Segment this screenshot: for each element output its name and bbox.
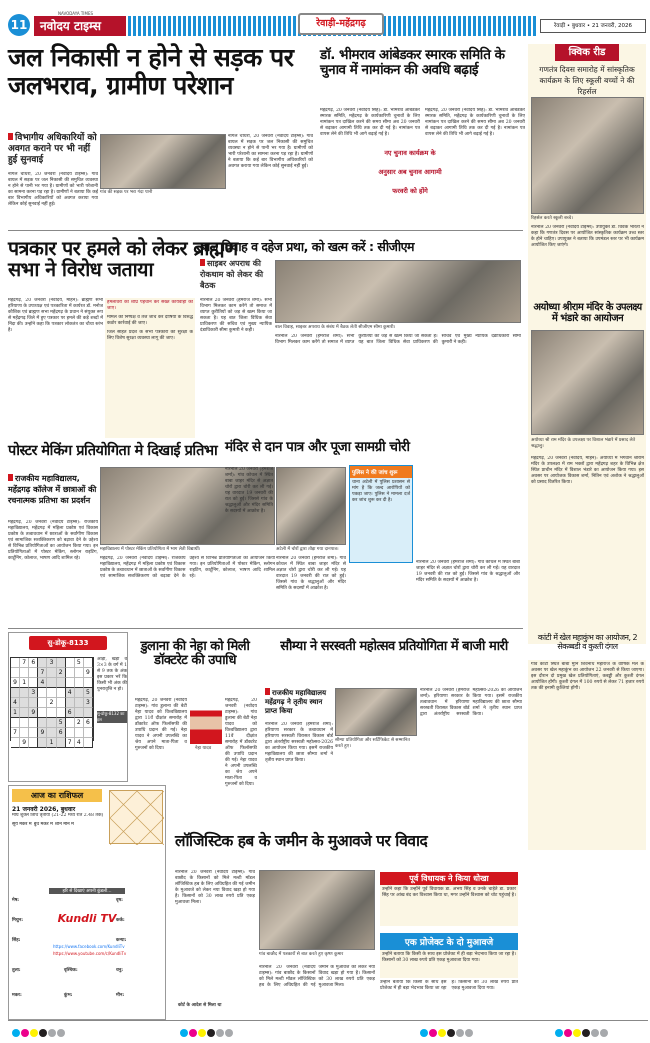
facebook-link[interactable]: https://www.facebook.com/KundliTv (53, 944, 125, 949)
sudoku-cell (47, 668, 56, 678)
poster-subhead: राजकीय महाविद्यालय, महेंद्रगढ़ कॉलेज में छात्राओं की रचनात्मक प्रतिभा का प्रदर्शन (8, 474, 97, 505)
sudoku-cell: 7 (11, 728, 20, 738)
edition-label: रेवाड़ी-महेंद्रगढ़ (298, 13, 384, 35)
logistic-body-3: उन्होंने बताया कि किसी के साथ इस प्रोजेक्ट में ही बड़ा भेदभाव किया जा रहा है। किसानों को 30 लाख रुपये प्रति एकड़ मुआवजा दिया गया। (380, 980, 518, 991)
sudoku-cell (20, 718, 29, 728)
sudoku-cell: 9 (38, 728, 47, 738)
saumya-body: नारनौल 20 जनवरी (हेमराज शर्मा): हरियाणा सरकार के तत्वावधान में हरियाणा सरस्वती विरासत विकास बोर्ड द्वारा अंतर्राष्ट्रीय सरस्वती महोत्सव-2026 का आयोजन किया गया। इसमें राजकीय महाविद्यालय की छात्रा सौम्या शर्मा ने तृतीय स्थान प्राप्त किया। (265, 722, 333, 763)
color-dot (591, 1029, 599, 1037)
color-dot (30, 1029, 38, 1037)
sudoku-cell (20, 728, 29, 738)
sudoku-cell (57, 738, 66, 748)
sudoku-cell (29, 728, 38, 738)
sudoku-cell (29, 698, 38, 708)
bullet-item: मामले की निष्पक्ष व तेज जांच कर दोषियों के विरुद्ध कठोर कार्रवाई की जाए। (107, 315, 193, 326)
sudoku-cell: 3 (84, 698, 93, 708)
planet-item: शनि मीन में (54, 822, 74, 827)
color-dot (39, 1029, 47, 1037)
poster-headline: पोस्टर मेकिंग प्रतियोगिता मे दिखाई प्रतिभा (8, 443, 218, 459)
logistic-body-2: नारनौल 20 जनवरी (नवोदय टाइम्स): गांव बाछौद के किसानों को मिले मल्टी मॉडल लॉजिस्टिक हब के लिए अधिग्रहित की गई जमीन के मुआवजे को लेकर नया विवाद खड़ा हो गया है। किसानों को 30 लाख रुपये प्रति एकड़ मुआवजा मिला। (259, 965, 375, 988)
sudoku-cell (47, 678, 56, 688)
zodiac-sign-name: मकर: (12, 993, 22, 998)
ambedkar-body-2: महेंद्रगढ़, 20 जनवरी (नवोदय सिंह): डॉ. भीमराव आंबेडकर स्मारक समिति, महेंद्रगढ़ के कार्यकारिणी चुनावों के लिए नामांकन पत्र दाखिल करने की समय सीमा अब 20 जनवरी से बढ़ाकर आगामी तिथि तक कर दी गई है। नामांकन पत्र वापस लेने की तिथि भी आगे बढ़ाई गई है। (425, 108, 525, 137)
logistic-headline: लॉजिस्टिक हब के जमीन के मुआवजे पर विवाद (175, 832, 428, 850)
quick-read-body: नारनौल 20 जनवरी (नवोदय टाइम्स): उपायुक्त डॉ. विवेक भारती ने कहा कि गणतंत्र दिवस पर आयोजित सांस्कृतिक कार्यक्रम उच्च स्तर के होने चाहिए। उपायुक्त ने बताया कि उपमंडल स्तर पर भी कार्यक्रम आयोजित किए जाएंगे। (531, 225, 644, 248)
neha-caption: नेहा यादव (195, 746, 212, 751)
neha-photo (190, 702, 222, 744)
quick-read-headline: गणतंत्र दिवस समारोह में सांस्कृतिक कार्यक्रम के लिए स्कूली बच्चों ने की रिहर्सल (539, 65, 635, 96)
color-dot (420, 1029, 428, 1037)
blue-box-body: उन्होंने बताया कि किसी के साथ इस प्रोजेक्ट में ही बड़ा भेदभाव किया जा रहा है। किसानों को 30 लाख रुपये प्रति एकड़ मुआवजा दिया गया। (382, 952, 516, 963)
sudoku-cell: 2 (75, 718, 84, 728)
logistic-photo (259, 870, 375, 950)
logistic-sub-label: कोर्ट के आदेश से मिला था (178, 1003, 222, 1008)
cyber-subhead: साइबर अपराध की रोकथाम को लेकर की बैठक (200, 258, 270, 291)
sudoku-label: सु-डोकू-8133 (29, 636, 107, 650)
child-marriage-body: नारनौल 20 जनवरी (हेमराज शर्मा): सभी विभाग मिलकर काम करेंगे तो समाज में व्याप्त कुरीतियों को जड़ से खत्म किया जा सकता है। यह बात जिला विधिक सेवा प्राधिकरण की सचिव एवं मुख्य न्यायिक दंडाधिकारी सीमा कुमारी ने कही। (200, 298, 272, 333)
color-bar (420, 1022, 474, 1041)
sudoku-cell (38, 718, 47, 728)
logistic-body: नारनौल 20 जनवरी (नवोदय टाइम्स): गांव बाछौद के किसानों को मिले मल्टी मॉडल लॉजिस्टिक हब के लिए अधिग्रहित की गई जमीन के मुआवजे को लेकर नया विवाद खड़ा हो गया है। किसानों को 30 लाख रुपये प्रति एकड़ मुआवजा मिला। (175, 870, 255, 905)
lead-body: नांगल चौधरी, 20 जनवरी (नवोदय टाइम्स): गांव बायल में सड़क पर जल निकासी की समुचित व्यवस्था न होने से पानी भर गया है। ग्रामीणों को भारी परेशानी का सामना करना पड़ रहा है। ग्रामीणों ने बताया कि कई बार विभागीय अधिकारियों को अवगत कराया गया लेकिन कोई सुनवाई नहीं हुई। (8, 172, 98, 207)
saumya-headline: सौम्या ने सरस्वती महोत्सव प्रतियोगिता में बाजी मारी (280, 639, 508, 654)
sudoku-cell: 6 (57, 728, 66, 738)
paper-name: नवोदय टाइम्स (34, 16, 126, 36)
sudoku-cell (38, 658, 47, 668)
sudoku-cell (47, 718, 56, 728)
journalist-headline: पत्रकार पर हमले को लेकर ब्राह्मण सभा ने विरोध जताया (8, 237, 238, 282)
ambedkar-body: महेंद्रगढ़, 20 जनवरी (नवोदय सिंह): डॉ. भीमराव आंबेडकर स्मारक समिति, महेंद्रगढ़ के कार्यकारिणी चुनावों के लिए नामांकन पत्र दाखिल करने की समय सीमा अब 20 जनवरी से बढ़ाकर आगामी तिथि तक कर दी गई है। नामांकन पत्र वापस लेने की तिथि भी आगे बढ़ाई गई है। (320, 108, 420, 137)
sudoku-cell: 3 (47, 658, 56, 668)
quick-read-label: क्विक रीड (555, 44, 619, 61)
sudoku-cell: 1 (47, 738, 56, 748)
paper-small-label: NAVODAYA TIMES (58, 11, 94, 16)
zodiac-sign (64, 968, 112, 974)
ayodhya-caption: अयोध्या श्री राम मंदिर के उपलक्ष्य पर विशाल भंडारे में प्रसाद लेते श्रद्धालु। (531, 438, 636, 449)
logistic-caption: गांव बाछौद में पत्रकारों से बात करते हुए कृष्ण कुमार (259, 952, 344, 957)
date-line: रेवाड़ी • बुधवार • 21 जनवरी, 2026 (540, 19, 646, 33)
color-dot (216, 1029, 224, 1037)
divider (8, 230, 523, 231)
zodiac-sign-name: कर्क: (116, 918, 125, 923)
ambedkar-headline: डॉ. भीमराव आंबेडकर स्मारक समिति के चुनाव में नामांकन की अवधि बढ़ाई (320, 47, 505, 78)
zodiac-sign (116, 898, 164, 904)
temple-body-3: नारनौल 20 जनवरी (हेमराज शर्मा): गांव कोथल में स्थित बाबा जाहर मंदिर से अज्ञात चोरों द्वारा चोरी कर ली गई। यह वारदात 19 जनवरी की रात को हुई। जिससे गांव के श्रद्धालुओं और मंदिर समिति के सदस्यों में आक्रोश है। (416, 560, 520, 583)
zodiac-sign (116, 918, 164, 924)
sudoku-cell: 9 (29, 708, 38, 718)
color-dot (57, 1029, 65, 1037)
color-dot (555, 1029, 563, 1037)
zodiac-sign (116, 993, 164, 999)
color-dot (180, 1029, 188, 1037)
zodiac-sign (12, 898, 60, 904)
child-marriage-headline: बाल विवाह व दहेज प्रथा, को खत्म करें : सीजीएम (200, 239, 414, 254)
temple-body: नारनौल 20 जनवरी (हेमराज शर्मा): गांव कोथल में स्थित बाबा जाहर मंदिर से अज्ञात चोरों द्वारा चोरी कर ली गई। यह वारदात 19 जनवरी की रात को हुई। जिससे गांव के श्रद्धालुओं और मंदिर समिति के सदस्यों में आक्रोश है। (225, 467, 273, 514)
sudoku-cell (47, 728, 56, 738)
sudoku-cell (38, 708, 47, 718)
sudoku-cell (75, 698, 84, 708)
sudoku-cell (75, 708, 84, 718)
sudoku-cell: 9 (20, 738, 29, 748)
divider (8, 1020, 648, 1021)
zodiac-sign (12, 993, 60, 999)
color-dot (189, 1029, 197, 1037)
color-dot (48, 1029, 56, 1037)
sudoku-cell (11, 658, 20, 668)
sudoku-cell: 9 (11, 678, 20, 688)
rashifal-line: माघ शुक्ल तिथि तृतीया (21-22 मध्य रात 2.48 तक) (12, 813, 104, 818)
sudoku-cell: 7 (66, 738, 75, 748)
color-dot (465, 1029, 473, 1037)
planet-item: सूर्य मकर में (12, 822, 32, 827)
color-dot (447, 1029, 455, 1037)
lead-caption: गांव की सड़क पर भरा गंदा पानी (100, 190, 153, 195)
neha-headline: डुलाना की नेहा को मिली डॉक्टरेट की उपाधि (140, 639, 250, 669)
sudoku-cell: 4 (38, 678, 47, 688)
sudoku-cell (57, 658, 66, 668)
page-number: 11 (8, 14, 30, 36)
sudoku-cell (11, 688, 20, 698)
poster-body: महेंद्रगढ़, 20 जनवरी (नवोदय टाइम्स): राजकीय महाविद्यालय, महेंद्रगढ़ में महिला प्रकोष्ठ एवं विकास प्रकोष्ठ के तत्वावधान में छात्राओं के सर्वांगीण विकास एवं सामाजिक सशक्तिकरण को बढ़ावा देने के उद्देश्य से विभिन्न प्रतियोगिताओं का आयोजन किया गया। इन प्रतियोगिताओं में पोस्टर मेकिंग, स्लोगन राइटिंग, कार्टूनिंग, कोलाज, भाषण आदि शामिल रहे। (8, 520, 98, 561)
sudoku-cell (84, 728, 93, 738)
sudoku-cell (84, 678, 93, 688)
sudoku-cell: 1 (20, 678, 29, 688)
color-dot (573, 1029, 581, 1037)
rashifal-date: 21 जनवरी 2026, बुधवार (12, 806, 76, 813)
zodiac-sign-name: कुंभ: (64, 993, 73, 998)
sudoku-cell: 6 (84, 718, 93, 728)
sudoku-cell: 3 (29, 688, 38, 698)
sudoku-cell: 7 (20, 658, 29, 668)
bullet-item: हमलावरों की शीघ्र पहचान कर सख्त कार्यवाही की जाए। (107, 300, 193, 311)
sudoku-grid (10, 657, 94, 746)
police-box (349, 465, 413, 563)
blue-box (380, 933, 518, 978)
ayodhya-headline: अयोध्या श्रीराम मंदिर के उपलक्ष्य में भंडारे का आयोजन (533, 302, 642, 324)
youtube-link[interactable]: https://www.youtube.com/c/KundliTv (53, 951, 127, 956)
sudoku-cell (29, 668, 38, 678)
red-box-label: पूर्व विधायक ने किया धोखा (380, 872, 518, 885)
poster-body-2: महेंद्रगढ़, 20 जनवरी (नवोदय टाइम्स): राजकीय महाविद्यालय, महेंद्रगढ़ में महिला प्रकोष्ठ एवं विकास प्रकोष्ठ के तत्वावधान में छात्राओं के सर्वांगीण विकास एवं सामाजिक सशक्तिकरण को बढ़ावा देने के उद्देश्य से विभिन्न प्रतियोगिताओं का आयोजन किया गया। इन प्रतियोगिताओं में पोस्टर मेकिंग, स्लोगन राइटिंग, कार्टूनिंग, कोलाज, भाषण आदि शामिल रहे। (100, 556, 275, 579)
sudoku-cell: 4 (75, 738, 84, 748)
sudoku-cell (57, 708, 66, 718)
saumya-body-2: नारनौल 20 जनवरी (हेमराज शर्मा): हरियाणा सरकार के तत्वावधान में हरियाणा सरस्वती विरासत विकास बोर्ड द्वारा अंतर्राष्ट्रीय सरस्वती महोत्सव-2026 का आयोजन किया गया। इसमें राजकीय महाविद्यालय की छात्रा सौम्या शर्मा ने तृतीय स्थान प्राप्त किया। (420, 688, 522, 717)
donation-box-photo (276, 467, 346, 545)
journalist-body: महेंद्रगढ़, 20 जनवरी (नवोदय, मोहन): ब्राह्मण सभा हरियाणा के उपाध्यक्ष एवं पत्रकारिता में कार्यरत डॉ. मनोज कौशिक एवं ब्राह्मण सभा महेंद्रगढ़ के प्रधान ने संयुक्त रूप से महेंद्रगढ़ जिले में हुए पत्रकार पर हमले की कड़े शब्दों में निंदा की। उन्होंने कहा कि पत्रकार लोकतंत्र का चौथा स्तंभ है। (8, 298, 103, 333)
child-marriage-body-2: नारनौल 20 जनवरी (हेमराज शर्मा): सभी विभाग मिलकर काम करेंगे तो समाज में व्याप्त कुरीतियों को जड़ से खत्म किया जा सकता है। यह बात जिला विधिक सेवा प्राधिकरण की सचिव एवं मुख्य न्यायिक दंडाधिकारी सीमा कुमारी ने कही। (275, 334, 521, 345)
sudoku-cell: 2 (57, 668, 66, 678)
lead-photo (100, 134, 226, 189)
kanti-body: गांव कांटी स्थित बाबा मुनि शिवनाथ महाराज के वार्षिक मेले के अवसर पर खेल महाकुंभ का आयोजन 22 जनवरी से किया जाएगा। इस दौरान दो प्रमुख खेल प्रतियोगिताएं, कबड्डी और कुश्ती दंगल आयोजित होंगी। कुश्ती दंगल में 100 रुपये से लेकर 71 हजार रुपये तक की इनामी कुश्तियां होंगी। (531, 662, 644, 691)
zodiac-sign (12, 938, 60, 944)
quick-read-caption: रिहर्सल करते स्कूली बच्चे। (531, 216, 573, 221)
sudoku-cell (66, 678, 75, 688)
zodiac-sign-name: मेष: (12, 898, 20, 903)
saumya-caption: सौम्या प्रतियोगिता और सर्टिफिकेट से सम्मानित करते हुए। (335, 738, 410, 749)
sudoku-cell (75, 688, 84, 698)
sudoku-cell (57, 678, 66, 688)
color-dot (582, 1029, 590, 1037)
sudoku-cell: 5 (75, 658, 84, 668)
kanti-headline: कांटी में खेल महाकुंभ का आयोजन, 2 सेकब्बडी व कुश्ती दंगल (537, 633, 638, 651)
ayodhya-photo (531, 330, 644, 435)
sudoku-cell: 1 (11, 708, 20, 718)
sudoku-cell (84, 658, 93, 668)
zodiac-sign-name: मीन: (116, 993, 125, 998)
zodiac-sign (116, 938, 164, 944)
color-dot (12, 1029, 20, 1037)
ayodhya-body: महेंद्रगढ़, 20 जनवरी (नवोदय, मोहन): अयोध्या में भगवान श्रीराम मंदिर के उपलक्ष्य में राम भक्तों द्वारा महेंद्रगढ़ शहर के विभिन्न क्षेत्र स्थित प्राचीन मंदिर में विशाल भंडारे का आयोजन किया गया। इस अवसर पर आयोजक विकास शर्मा, नितिन एवं अशोक ने श्रद्धालुओं को प्रसाद वितरित किया। (531, 456, 644, 485)
sudoku-cell (66, 668, 75, 678)
zodiac-sign-name: मिथुन: (12, 918, 24, 923)
sudoku-cell (57, 698, 66, 708)
color-dot (600, 1029, 608, 1037)
meeting-caption: बाल विवाह, साइबर अपराध के संबंध में बैठक लेती सीजीएम सीमा कुमारी। (275, 325, 396, 330)
sudoku-cell (57, 688, 66, 698)
color-dot (21, 1029, 29, 1037)
sudoku-cell (66, 658, 75, 668)
sudoku-cell (20, 698, 29, 708)
quick-read-photo (531, 97, 644, 214)
sudoku-answer-label: सु-डोकू-8132 का हल (97, 711, 127, 723)
sudoku-cell: 7 (38, 668, 47, 678)
red-box-body: उन्होंने कहा कि उन्होंने पूर्व विधायक डा. अभय सिंह व उनके चाहेते डा. प्रकार सिंह पर आंख बंद कर विश्वास किया था, मगर उन्होंने विश्वास को चोट पहुंचाई है। (382, 887, 516, 898)
zodiac-sign (64, 993, 112, 999)
sudoku-cell (66, 718, 75, 728)
color-bar (12, 1022, 66, 1041)
sudoku-cell: 2 (47, 698, 56, 708)
color-dot (429, 1029, 437, 1037)
blue-box-label: एक प्रोजेक्ट के दो मुआवजे (380, 933, 518, 950)
sudoku-cell (66, 698, 75, 708)
sudoku-cell: 4 (11, 698, 20, 708)
sudoku-cell (75, 678, 84, 688)
color-dot (564, 1029, 572, 1037)
sudoku-cell (38, 698, 47, 708)
sudoku-cell (84, 708, 93, 718)
sudoku-box (8, 632, 128, 782)
color-bar (555, 1022, 609, 1041)
lead-body-2: नांगल चौधरी, 20 जनवरी (नवोदय टाइम्स): गांव बायल में सड़क पर जल निकासी की समुचित व्यवस्था न होने से पानी भर गया है। ग्रामीणों को भारी परेशानी का सामना करना पड़ रहा है। ग्रामीणों ने बताया कि कई बार विभागीय अधिकारियों को अवगत कराया गया लेकिन कोई सुनवाई नहीं हुई। (228, 134, 313, 169)
sudoku-cell (47, 688, 56, 698)
sudoku-cell (20, 668, 29, 678)
zodiac-sign-name: सिंह: (12, 938, 21, 943)
sudoku-cell (11, 718, 20, 728)
sudoku-cell (38, 688, 47, 698)
lead-headline: जल निकासी न होने से सड़क पर जलभराव, ग्रामीण परेशान (8, 43, 294, 100)
color-bar (180, 1022, 234, 1041)
sudoku-cell: 6 (66, 708, 75, 718)
saumya-subhead: राजकीय महाविद्यालय महेंद्रगढ़ ने तृतीय स्थान प्राप्त किया (265, 688, 335, 716)
zodiac-sign (12, 918, 60, 924)
sudoku-cell (20, 688, 29, 698)
sudoku-cell (11, 668, 20, 678)
zodiac-signs (12, 898, 164, 1018)
sudoku-hint: आड़ी, खड़ी व 3×3 के वर्ग में 1 से 9 तक के अंक इस प्रकार भरें कि किसी भी अंक की पुनरावृत्ति न हो। (97, 657, 127, 692)
sudoku-cell (38, 738, 47, 748)
neha-body-2: महेंद्रगढ़, 20 जनवरी (नवोदय टाइम्स): गांव डुलाना की बेटी नेहा यादव को विश्वविद्यालय द्वारा 11वें दीक्षांत समारोह में डॉक्टरेट ऑफ फिलॉसफी की उपाधि प्रदान की गई। नेहा यादव ने अपनी उपलब्धि का श्रेय अपने माता-पिता व गुरुजनों को दिया। (225, 698, 257, 787)
zodiac-sign (12, 968, 60, 974)
sudoku-cell: 6 (29, 658, 38, 668)
kundli-logo: Kundli TV (57, 912, 117, 925)
sudoku-cell (47, 708, 56, 718)
sudoku-cell (29, 738, 38, 748)
saumya-photo (335, 688, 417, 736)
zodiac-sign-name: कन्या: (116, 938, 127, 943)
police-label: पुलिस ने की जांच शुरू (350, 466, 412, 478)
planet-item: बुध मकर में (33, 822, 53, 827)
color-dot (438, 1029, 446, 1037)
bullet-item: जिले सहित प्रदेश के सभी पत्रकारों की सुरक्षा के लिए विशेष सुरक्षा व्यवस्था लागू की जाए। (107, 330, 193, 341)
zodiac-sign-name: तुला: (12, 968, 21, 973)
sudoku-cell (75, 728, 84, 738)
color-dot (225, 1029, 233, 1037)
temple-caption: अटेली में चोरों द्वारा तोड़ा गया दानपात्र। (276, 547, 339, 552)
sudoku-cell (84, 738, 93, 748)
color-dot (207, 1029, 215, 1037)
journalist-bullets (105, 298, 195, 438)
red-box (380, 872, 518, 926)
quote-text: नए चुनाव कार्यक्रम के अनुसार अब चुनाव आगामी फरवरी को होंगे (378, 149, 442, 195)
lead-subhead: विभागीय अधिकारियों को अवगत कराने पर भी नहीं हुई सुनवाई (8, 133, 97, 165)
zodiac-sign-name: वृश्चिक: (64, 968, 78, 973)
neha-body: महेंद्रगढ़, 20 जनवरी (नवोदय टाइम्स): गांव डुलाना की बेटी नेहा यादव को विश्वविद्यालय द्वारा 11वें दीक्षांत समारोह में डॉक्टरेट ऑफ फिलॉसफी की उपाधि प्रदान की गई। नेहा यादव ने अपनी उपलब्धि का श्रेय अपने माता-पिता व गुरुजनों को दिया। (135, 698, 187, 751)
police-body: थाना अटेली में पुलिस प्रशासन से मांग है कि जल्द आरोपियों को पकड़ा जाए। पुलिस ने मामला दर्ज कर जांच शुरू कर दी है। (352, 480, 410, 503)
sudoku-cell (20, 708, 29, 718)
zodiac-sign-name: धनु: (116, 968, 124, 973)
meeting-photo (275, 260, 521, 323)
zodiac-sign-name: वृष: (116, 898, 123, 903)
registration-marks (0, 1022, 650, 1034)
zodiac-sign (116, 968, 164, 974)
sudoku-cell: 5 (57, 718, 66, 728)
rashifal-title: आज का राशिफल (12, 789, 102, 802)
kundli-banner: हरि से दिखाएं अपनी कुंडली... (49, 888, 125, 894)
divider (8, 628, 523, 629)
sudoku-cell (75, 668, 84, 678)
temple-headline: मंदिर से दान पात्र और पूजा सामग्री चोरी (225, 439, 410, 455)
color-dot (456, 1029, 464, 1037)
masthead (0, 12, 650, 40)
sudoku-cell (29, 678, 38, 688)
poster-caption: महाविद्यालय में पोस्टर मेकिंग प्रतियोगिता में भाग लेती विद्यार्थी। (100, 547, 201, 552)
temple-body-2: नारनौल 20 जनवरी (हेमराज शर्मा): गांव कोथल में स्थित बाबा जाहर मंदिर से अज्ञात चोरों द्वारा चोरी कर ली गई। यह वारदात 19 जनवरी की रात को हुई। जिससे गांव के श्रद्धालुओं और मंदिर समिति के सदस्यों में आक्रोश है। (276, 556, 346, 591)
sudoku-cell: 4 (66, 688, 75, 698)
color-dot (198, 1029, 206, 1037)
sudoku-cell (66, 728, 75, 738)
sudoku-cell (29, 718, 38, 728)
sudoku-cell: 9 (84, 668, 93, 678)
sudoku-cell: 5 (84, 688, 93, 698)
sudoku-cell (11, 738, 20, 748)
